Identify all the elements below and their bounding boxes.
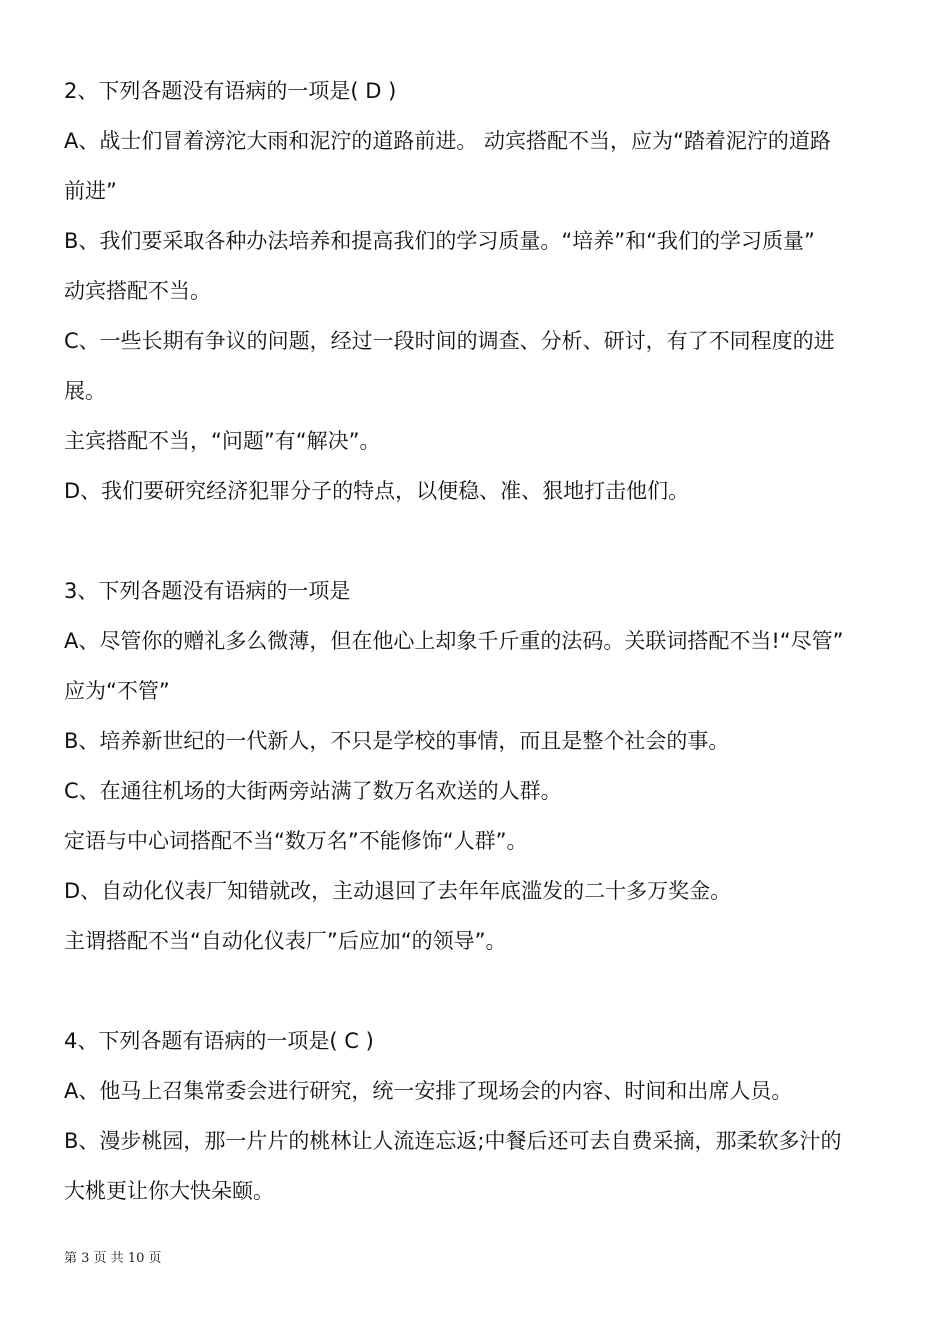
question-3-option-d-note: 主谓搭配不当“自动化仪表厂”后应加“的领导”。 bbox=[64, 929, 507, 953]
question-2-option-a-cont: 前进” bbox=[64, 179, 117, 203]
question-2-stem: 2、下列各题没有语病的一项是( D ) bbox=[64, 79, 397, 103]
question-3-stem: 3、下列各题没有语病的一项是 bbox=[64, 579, 351, 603]
question-3-option-a: A、尽管你的赠礼多么微薄，但在他心上却象千斤重的法码。关联词搭配不当!“尽管” bbox=[64, 629, 844, 653]
section-spacer bbox=[64, 966, 894, 1016]
page-number-footer: 第 3 页 共 10 页 bbox=[64, 1251, 162, 1266]
document-body bbox=[64, 66, 894, 1216]
question-3-option-b: B、培养新世纪的一代新人，不只是学校的事情，而且是整个社会的事。 bbox=[64, 729, 730, 753]
section-spacer bbox=[64, 516, 894, 566]
question-4-option-b-cont: 大桃更让你大快朵颐。 bbox=[64, 1179, 274, 1203]
question-2-option-c-cont: 展。 bbox=[64, 379, 106, 403]
question-2-option-c-note: 主宾搭配不当，“问题”有“解决”。 bbox=[64, 429, 381, 453]
question-3-option-a-cont: 应为“不管” bbox=[64, 679, 170, 703]
question-2-option-b-cont: 动宾搭配不当。 bbox=[64, 279, 211, 303]
question-3-option-c-note: 定语与中心词搭配不当“数万名”不能修饰“人群”。 bbox=[64, 829, 528, 853]
question-2-option-c: C、一些长期有争议的问题，经过一段时间的调查、分析、研讨，有了不同程度的进 bbox=[64, 329, 835, 353]
question-2-option-a: A、战士们冒着滂沱大雨和泥泞的道路前进。 动宾搭配不当，应为“踏着泥泞的道路 bbox=[64, 129, 831, 153]
question-2-option-b: B、我们要采取各种办法培养和提高我们的学习质量。“培养”和“我们的学习质量” bbox=[64, 229, 815, 253]
question-4-option-b: B、漫步桃园，那一片片的桃林让人流连忘返;中餐后还可去自费采摘，那柔软多汁的 bbox=[64, 1129, 842, 1153]
question-2-option-d: D、我们要研究经济犯罪分子的特点，以便稳、准、狠地打击他们。 bbox=[64, 479, 690, 503]
question-4-stem: 4、下列各题有语病的一项是( C ) bbox=[64, 1029, 374, 1053]
question-4-option-a: A、他马上召集常委会进行研究，统一安排了现场会的内容、时间和出席人员。 bbox=[64, 1079, 793, 1103]
question-3-option-c: C、在通往机场的大街两旁站满了数万名欢送的人群。 bbox=[64, 779, 562, 803]
question-3-option-d: D、自动化仪表厂知错就改，主动退回了去年年底滥发的二十多万奖金。 bbox=[64, 879, 732, 903]
